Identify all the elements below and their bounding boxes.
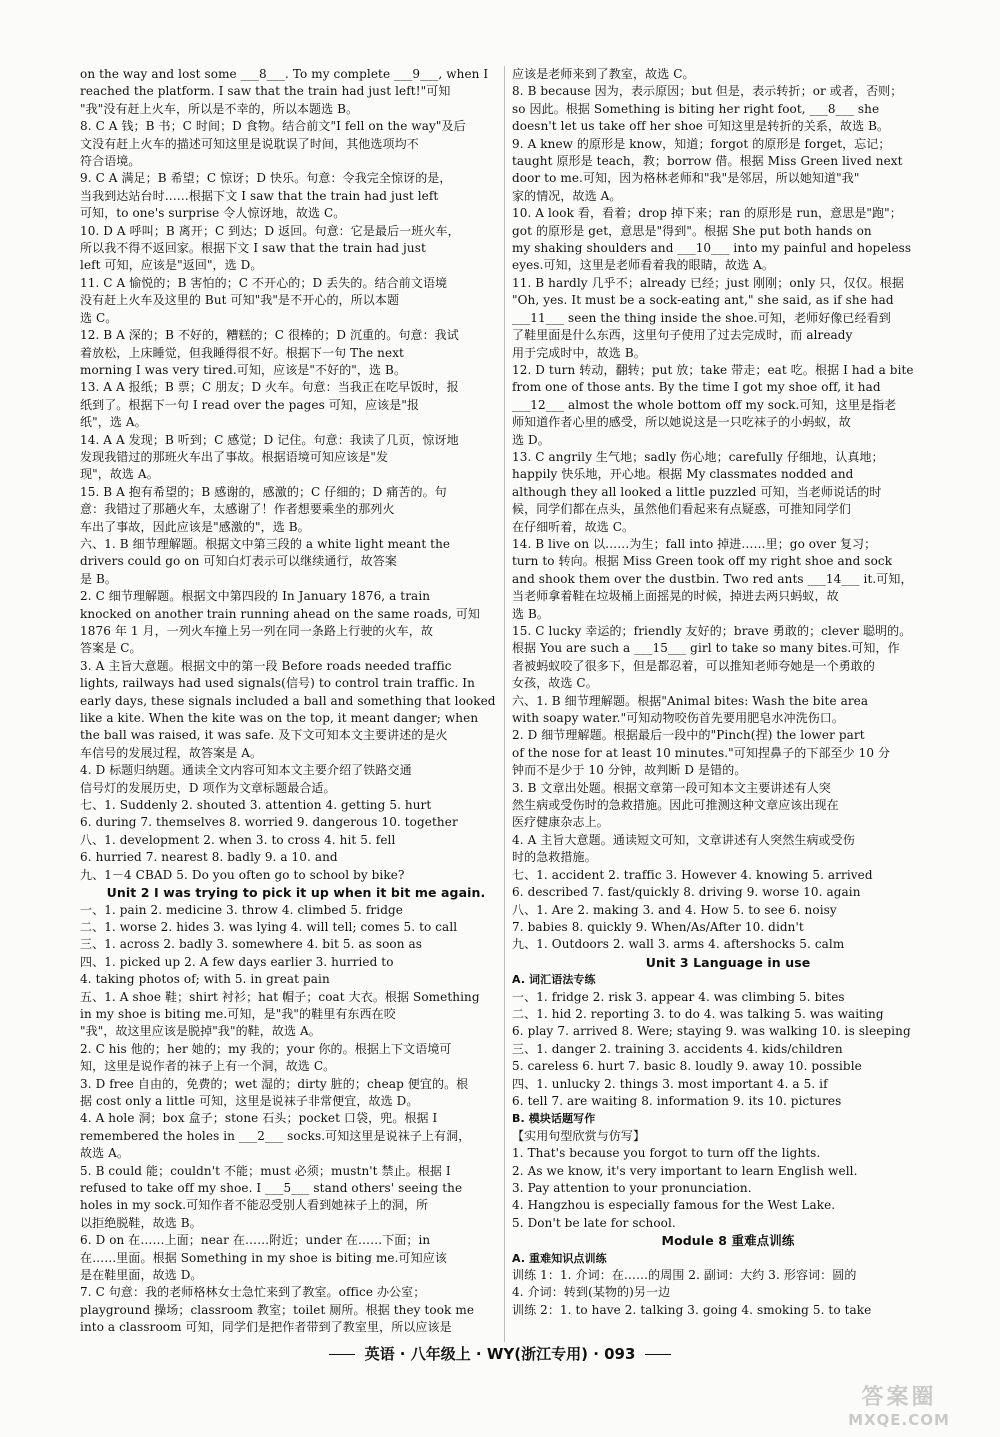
- answer-line: with soapy water."可知动物咬伤首先要用肥皂水冲洗伤口。: [512, 711, 844, 726]
- answer-line: knocked on another train running ahead on the same roads, 可知: [80, 606, 481, 621]
- answer-line: 3. B 文章出处题。根据文章第一段可知本文主要讲述有人突: [512, 780, 831, 795]
- answer-line: 【实用句型欣赏与仿写】: [512, 1128, 646, 1143]
- answer-line: 据 cost only a little 可知，这里是说袜子非常便宜，故选 D。: [80, 1093, 419, 1108]
- answer-line: 了鞋里面是什么东西，这里句子使用了过去完成时，而 already: [512, 328, 853, 343]
- answer-line: 应该是老师来到了教室，故选 C。: [512, 67, 695, 81]
- answer-line: 选 C。: [80, 310, 118, 325]
- answer-line: 11. C A 愉悦的；B 害怕的；C 不开心的；D 丢失的。结合前文语境: [80, 275, 448, 290]
- answer-line: 现"，故选 A。: [80, 467, 159, 482]
- answer-line: 15. B A 抱有希望的；B 感谢的，感激的；C 仔细的；D 痛苦的。句: [80, 484, 447, 499]
- answer-line: 训练 1：1. 介词：在……的周围 2. 副词：大约 3. 形容词：圆的: [512, 1268, 857, 1283]
- answer-line: 14. A A 发现；B 听到；C 感觉；D 记住。句意：我读了几页，惊讶地: [80, 432, 459, 447]
- section-heading: Module 8 重难点训练: [661, 1233, 795, 1249]
- answer-line: 八、1. development 2. when 3. to cross 4. hit 5. fell: [80, 832, 396, 847]
- answer-line: happily 快乐地，开心地。根据 My classmates nodded and: [512, 467, 854, 482]
- answer-line: eyes.可知，这里是老师看着我的眼睛，故选 A。: [512, 258, 774, 273]
- answer-line: on the way and lost some ___8___. To my complete ___9___, when I: [80, 67, 489, 81]
- answer-line: 11. B hardly 几乎不；already 已经；just 刚刚；only 只，仅仅。根据: [512, 275, 904, 290]
- answer-line: 在……里面。根据 Something in my shoe is biting me.可知应该: [80, 1250, 447, 1265]
- answer-line: 7. babies 8. quickly 9. When/As/After 10. didn't: [512, 919, 804, 934]
- answer-line: of the nose for at least 10 minutes."可知捏鼻子的下部至少 10 分: [512, 745, 891, 760]
- answer-line: 家的情况，故选 A。: [512, 188, 622, 203]
- subsection-heading: A. 重难知识点训练: [512, 1251, 607, 1265]
- answer-line: remembered the holes in ___2___ socks.可知这里是说袜子上有洞，: [80, 1128, 471, 1143]
- answer-line: morning I was very tired.可知，应该是"不好的"，选 B。: [80, 362, 407, 377]
- answer-line: 训练 2：1. to have 2. talking 3. going 4. smoking 5. to take: [512, 1302, 872, 1317]
- watermark-logo: 答案圈: [861, 1385, 937, 1410]
- subsection-heading: B. 模块话题写作: [512, 1112, 596, 1126]
- answer-line: 六、1. B 细节理解题。根据"Animal bites: Wash the bite area: [512, 693, 869, 708]
- answer-line: 9. A knew 的原形是 know，知道；forgot 的原形是 forget，忘记；: [512, 136, 891, 151]
- answer-line: 三、1. danger 2. training 3. accidents 4. kids/children: [512, 1041, 843, 1056]
- answer-line: my shaking shoulders and ___10___ into my painful and hopeless: [512, 241, 912, 256]
- watermark: [814, 1386, 984, 1434]
- answer-line: from one of those ants. By the time I got my shoe off, it had: [512, 380, 881, 395]
- answer-line: 一、1. pain 2. medicine 3. throw 4. climbed 5. fridge: [80, 902, 403, 917]
- answer-line: left 可知，应该是"返回"，选 D。: [80, 258, 263, 273]
- answer-line: 纸到了。根据下一句 I read over the pages 可知，应该是"报: [80, 397, 420, 412]
- answer-line: 答案是 C。: [80, 641, 142, 656]
- answer-line: 当我到达站台时……根据下文 I saw that the train had just left: [80, 188, 439, 203]
- answer-line: ___12___ almost the whole bottom off my sock.可知，这里是指老: [512, 397, 897, 412]
- answer-line: 3. Pay attention to your pronunciation.: [512, 1181, 752, 1195]
- answer-line: reached the platform. I saw that the train had just left!"可知: [80, 84, 451, 99]
- answer-line: 6. hurried 7. nearest 8. badly 9. a 10. and: [80, 850, 338, 865]
- answer-line: 在仔细听着，故选 C。: [512, 519, 635, 534]
- answer-line: 5. Don't be late for school.: [512, 1215, 676, 1230]
- answer-line: 选 B。: [512, 606, 550, 621]
- answer-line: 然生病或受伤时的急救措施。因此可推测这种文章应该出现在: [512, 798, 839, 813]
- answer-line: 以拒绝脱鞋，故选 B。: [80, 1215, 202, 1230]
- answer-line: 四、1. unlucky 2. things 3. most important 4. a 5. if: [512, 1076, 828, 1091]
- answer-line: 4. taking photos of; with 5. in great pain: [80, 972, 330, 987]
- answer-line: 车出了事故，因此应该是"感激的"，选 B。: [80, 519, 310, 534]
- answer-line: 六、1. B 细节理解题。根据文中第三段的 a white light meant the: [80, 536, 451, 551]
- answer-line: 8. B because 因为，表示原因；but 但是，表示转折；or 或者，否则；: [512, 84, 903, 99]
- answer-line: in my shoe is biting me.可知，是"我"的鞋里有东西在咬: [80, 1006, 396, 1021]
- answer-line: 9. C A 满足；B 希望；C 惊讶；D 快乐。句意：令我完全惊讶的是，: [80, 171, 452, 186]
- answer-line: the ball was raised, it was safe. 及下文可知本文主要讲述的是火: [80, 728, 448, 743]
- answer-line: and shook them over the dustbin. Two red ants ___14___ it.可知，: [512, 571, 913, 586]
- answer-line: 九、1－4 CBAD 5. Do you often go to school by bike?: [80, 867, 405, 882]
- answer-line: 2. C 细节理解题。根据文中第四段的 In January 1876, a train: [80, 589, 431, 604]
- answer-line: 知，这里是说作者的袜子上有一个洞，故选 C。: [80, 1059, 336, 1074]
- answer-line: 1876 年 1 月，一列火车撞上另一列在同一条路上行驶的火车，故: [80, 624, 433, 638]
- answer-line: 5. careless 6. hurt 7. basic 8. loudly 9. away 10. possible: [512, 1059, 862, 1074]
- answer-line: 13. C angrily 生气地；sadly 伤心地；carefully 仔细地，认真地；: [512, 449, 884, 464]
- answer-line: 发现我错过的那班火车出了事故。根据语境可知应该是"发: [80, 449, 389, 464]
- answer-line: 是 B。: [80, 571, 118, 586]
- answer-line: 3. D free 自由的，免费的；wet 湿的；dirty 脏的；cheap 便宜的。根: [80, 1076, 469, 1091]
- answer-line: 没有赶上火车及这里的 But 可知"我"是不开心的，所以本题: [80, 293, 400, 308]
- answer-line: 五、1. A shoe 鞋；shirt 衬衫；hat 帽子；coat 大衣。根据 Something: [80, 989, 480, 1004]
- answer-line: 4. 介词：转到(某物的)另一边: [512, 1285, 671, 1300]
- right-column: [512, 66, 944, 1319]
- answer-line: 4. D 标题归纳题。通读全文内容可知本文主要介绍了铁路交通: [80, 763, 412, 778]
- answer-line: early days, these signals included a ball and something that looked: [80, 693, 496, 708]
- answer-line: 八、1. Are 2. making 3. and 4. How 5. to see 6. noisy: [512, 902, 837, 917]
- answer-line: 6. during 7. themselves 8. worried 9. dangerous 10. together: [80, 815, 458, 830]
- answer-line: 车信号的发展过程，故答案是 A。: [80, 745, 263, 760]
- answer-line: like a kite. When the kite was on the top, it meant danger; when: [80, 711, 479, 726]
- answer-line: "我"，故这里应该是脱掉"我"的鞋，故选 A。: [80, 1024, 321, 1039]
- answer-line: 钟而不是少于 10 分钟，故判断 D 是错的。: [512, 763, 747, 778]
- answer-line: 是在鞋里面，故选 D。: [80, 1268, 203, 1283]
- answer-line: turn to 转向。根据 Miss Green took off my right shoe and sock: [512, 554, 893, 569]
- section-heading: Unit 2 I was trying to pick it up when it bit me again.: [106, 885, 486, 901]
- answer-line: got 的原形是 get，意思是"得到"。根据 She put both hands on: [512, 223, 872, 238]
- answer-line: 15. C lucky 幸运的；friendly 友好的；brave 勇敢的；clever 聪明的。: [512, 624, 912, 638]
- answer-line: 师知道作者心里的感受，所以她说这是一只吃袜子的小蚂蚁，故: [512, 415, 851, 430]
- watermark-url: MXQE.COM: [848, 1411, 950, 1429]
- answer-line: 6. described 7. fast/quickly 8. driving 9. worse 10. again: [512, 885, 861, 900]
- answer-line: lights, railways had used signals(信号) to control train traffic. In: [80, 676, 475, 691]
- answer-line: taught 原形是 teach，教；borrow 借。根据 Miss Green lived next: [512, 154, 903, 169]
- answer-line: 九、1. Outdoors 2. wall 3. arms 4. aftershocks 5. calm: [512, 937, 845, 952]
- answer-line: 1. That's because you forgot to turn off the lights.: [512, 1146, 821, 1161]
- answer-line: 七、1. accident 2. traffic 3. However 4. knowing 5. arrived: [512, 867, 873, 882]
- answer-line: 医疗健康杂志上。: [512, 815, 609, 830]
- answer-line: 选 D。: [512, 432, 550, 447]
- subsection-heading: A. 词汇语法专练: [512, 973, 596, 987]
- answer-line: 文没有赶上火车的描述可知这里是说耽误了时间，其他选项均不: [80, 136, 419, 151]
- answer-line: 14. B live on 以……为生；fall into 掉进……里；go over 复习；: [512, 536, 877, 551]
- answer-line: playground 操场；classroom 教室；toilet 厕所。根据 they took me: [80, 1302, 475, 1317]
- answer-line: 二、1. hid 2. reporting 3. to do 4. was talking 5. was waiting: [512, 1006, 884, 1021]
- answer-line: 所以我不得不返回家。根据下文 I saw that the train had just: [80, 241, 426, 256]
- answer-line: 四、1. picked up 2. A few days earlier 3. hurried to: [80, 954, 394, 969]
- answer-line: 二、1. worse 2. hides 3. was lying 4. will tell; comes 5. to call: [80, 919, 458, 934]
- answer-line: ___11___ seen the thing inside the shoe.可知，老师好像已经看到: [512, 310, 891, 325]
- answer-line: 纸"，选 A。: [80, 415, 147, 430]
- answer-line: 6. D on 在……上面；near 在……附近；under 在……下面；in: [80, 1233, 431, 1248]
- left-column: [80, 66, 512, 1337]
- answer-line: 4. Hangzhou is especially famous for the West Lake.: [512, 1198, 836, 1213]
- answer-line: so 因此。根据 Something is biting her right foot, ___8___ she: [512, 101, 880, 116]
- answer-line: 着放松，上床睡觉，但我睡得很不好。根据下一句 The next: [80, 345, 404, 360]
- answer-line: 12. B A 深的；B 不好的，糟糕的；C 很棒的；D 沉重的。句意：我试: [80, 328, 459, 343]
- answer-line: into a classroom 可知，同学们是把作者带到了教室里，所以应该是: [80, 1320, 452, 1335]
- answer-line: door to me.可知，因为格林老师和"我"是邻居，所以她知道"我": [512, 171, 860, 186]
- answer-line: 12. D turn 转动，翻转；put 放；take 带走；eat 吃。根据 I had a bite: [512, 362, 914, 377]
- answer-line: 用于完成时中，故选 B。: [512, 345, 646, 360]
- answer-line: 4. A hole 洞；box 盒子；stone 石头；pocket 口袋，兜。根据 I: [80, 1111, 438, 1126]
- answer-line: holes in my sock.可知作者不能忍受别人看到她袜子上的洞，所: [80, 1198, 429, 1213]
- answer-line: 7. C 句意：我的老师格林女士急忙来到了教室。office 办公室；: [80, 1285, 426, 1300]
- answer-line: 当老师拿着鞋在垃圾桶上面摇晃的时候，掉进去两只蚂蚁，故: [512, 589, 839, 604]
- footer-dash-right: [645, 1354, 671, 1356]
- answer-line: 候，同学们都在点头，虽然他们看起来有点疑惑，可推知同学们: [512, 502, 851, 517]
- section-heading: Unit 3 Language in use: [645, 954, 811, 970]
- answer-line: 3. A 主旨大意题。根据文中的第一段 Before roads needed traffic: [80, 658, 452, 673]
- answer-line: 10. D A 呼叫；B 离开；C 到达；D 返回。句意：它是最后一班火车，: [80, 223, 460, 238]
- answer-line: 三、1. across 2. badly 3. somewhere 4. bit 5. as soon as: [80, 937, 422, 952]
- answer-line: 时的急救措施。: [512, 850, 597, 865]
- footer-text: 英语 · 八年级上 · WY(浙江专用) · 093: [364, 1345, 636, 1363]
- answer-line: 5. B could 能；couldn't 不能；must 必须；mustn't 禁止。根据 I: [80, 1163, 451, 1178]
- answer-line: 者被蚂蚁咬了很多下，但是都忍着，可以推知老师夸她是一个勇敢的: [512, 658, 876, 673]
- answer-line: 6. tell 7. are waiting 8. information 9. its 10. pictures: [512, 1093, 842, 1108]
- answer-line: 8. C A 钱；B 书；C 时间；D 食物。结合前文"I fell on the way"及后: [80, 119, 466, 134]
- answer-line: 可知，to one's surprise 令人惊讶地，故选 C。: [80, 206, 346, 221]
- answer-line: drivers could go on 可知白灯表示可以继续通行，故答案: [80, 554, 397, 569]
- answer-line: 女孩，故选 C。: [512, 676, 598, 691]
- answer-line: 符合语境。: [80, 154, 141, 169]
- answer-line: 故选 A。: [80, 1146, 129, 1161]
- answer-line: 2. D 细节理解题。根据最后一段中的"Pinch(捏) the lower part: [512, 728, 865, 743]
- answer-line: "Oh, yes. It must be a sock-eating ant," she said, as if she had: [512, 293, 894, 308]
- answer-line: doesn't let us take off her shoe 可知这里是转折的关系，故选 B。: [512, 119, 890, 134]
- answer-line: 10. A look 看，看着；drop 掉下来；ran 的原形是 run，意思是"跑"；: [512, 206, 902, 221]
- answer-line: 意：我错过了那趟火车，太感谢了！作者想要乘坐的那列火: [80, 502, 395, 517]
- answer-line: 根据 You are such a ___15___ girl to take so many bites.可知，作: [512, 641, 900, 656]
- answer-line: refused to take off my shoe. I ___5___ stand others' seeing the: [80, 1181, 463, 1195]
- footer-dash-left: [329, 1354, 355, 1356]
- answer-line: "我"没有赶上火车，所以是不幸的，所以本题选 B。: [80, 101, 359, 116]
- answer-line: 一、1. fridge 2. risk 3. appear 4. was climbing 5. bites: [512, 989, 845, 1004]
- answer-line: 信号灯的发展历史，D 项作为文章标题最合适。: [80, 780, 336, 795]
- answer-line: 七、1. Suddenly 2. shouted 3. attention 4. getting 5. hurt: [80, 798, 432, 813]
- answer-line: 4. A 主旨大意题。通读短文可知，文章讲述有人突然生病或受伤: [512, 832, 855, 847]
- answer-line: 2. As we know, it's very important to learn English well.: [512, 1163, 858, 1178]
- answer-line: 13. A A 报纸；B 票；C 朋友；D 火车。句意：当我正在吃早饭时，报: [80, 380, 459, 395]
- answer-line: 2. C his 他的；her 她的；my 我的；your 你的。根据上下文语境可: [80, 1041, 452, 1056]
- page-footer: [300, 1343, 700, 1364]
- answer-line: 6. play 7. arrived 8. Were; staying 9. was walking 10. is sleeping: [512, 1024, 911, 1039]
- answer-line: although they all looked a little puzzled 可知，当老师说话的时: [512, 484, 882, 499]
